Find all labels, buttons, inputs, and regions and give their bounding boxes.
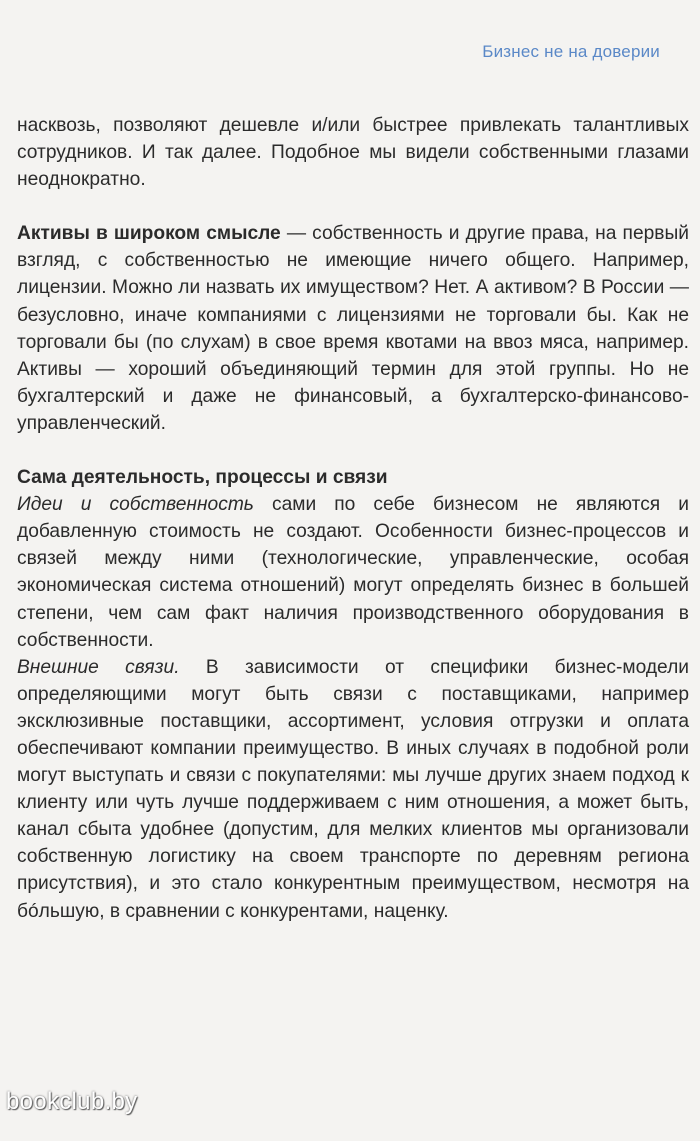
paragraph-gap: [17, 437, 689, 464]
paragraph-continuation: насквозь, позволяют дешевле и/или быстрее привлекать талантливых сотрудников. И так далее. Подобное мы видели собственными глазами неоднократно.: [17, 115, 689, 191]
paragraph-gap: [17, 193, 689, 220]
section-activity-paragraph-1-text: сами по себе бизнесом не являются и добавленную стоимость не создают. Особенности бизнес-процессов и связей между ними (технологические, управленческие, особая экономическая система отношений) могут определять бизнес в большей степени, чем сам факт наличия производственного оборудования в собственности.: [17, 494, 689, 651]
watermark-logo: bookclub.by: [6, 1088, 138, 1115]
section-assets-heading: Активы в широком смысле: [17, 223, 281, 245]
section-activity-heading: Сама деятельность, процессы и связи: [17, 467, 388, 489]
section-activity-paragraph-2: [17, 654, 689, 925]
page-body: [17, 112, 689, 925]
section-assets: [17, 220, 689, 437]
ideas-and-property-term: Идеи и собственность: [17, 494, 254, 516]
section-activity-paragraph-1: [17, 491, 689, 654]
external-links-term: Внешние связи.: [17, 656, 180, 678]
section-assets-text: — собственность и другие права, на первый взгляд, с собственностью не имеющие ничего общего. Например, лицензии. Можно ли назвать их имуществом? Нет. А активом? В России — безусловно, иначе компаниями с лицензиями не торговали бы. Как не торговали бы (по слухам) в свое время квотами на ввоз мяса, например. Активы — хороший объединяющий термин для этой группы. Но не бухгалтерский и даже не финансовый, а бухгалтерско-финансово-управленческий.: [17, 223, 689, 434]
running-header: Бизнес не на доверии: [482, 42, 660, 61]
section-activity-paragraph-2-text: В зависимости от специфики бизнес-модели определяющими могут быть связи с поставщиками, например эксклюзивные поставщики, ассортимент, условия отгрузки и оплата обеспечивают компании преимущество. В иных случаях в подобной роли могут выступать и связи с покупателями: мы лучше других знаем подход к клиенту или чуть лучше поддерживаем с ним отношения, а может быть, канал сбыта удобнее (допустим, для мелких клиентов мы организовали собственную логистику на своем транспорте по деревням региона присутствия), и это стало конкурентным преимуществом, несмотря на бóльшую, в сравнении с конкурентами, наценку.: [17, 656, 689, 922]
